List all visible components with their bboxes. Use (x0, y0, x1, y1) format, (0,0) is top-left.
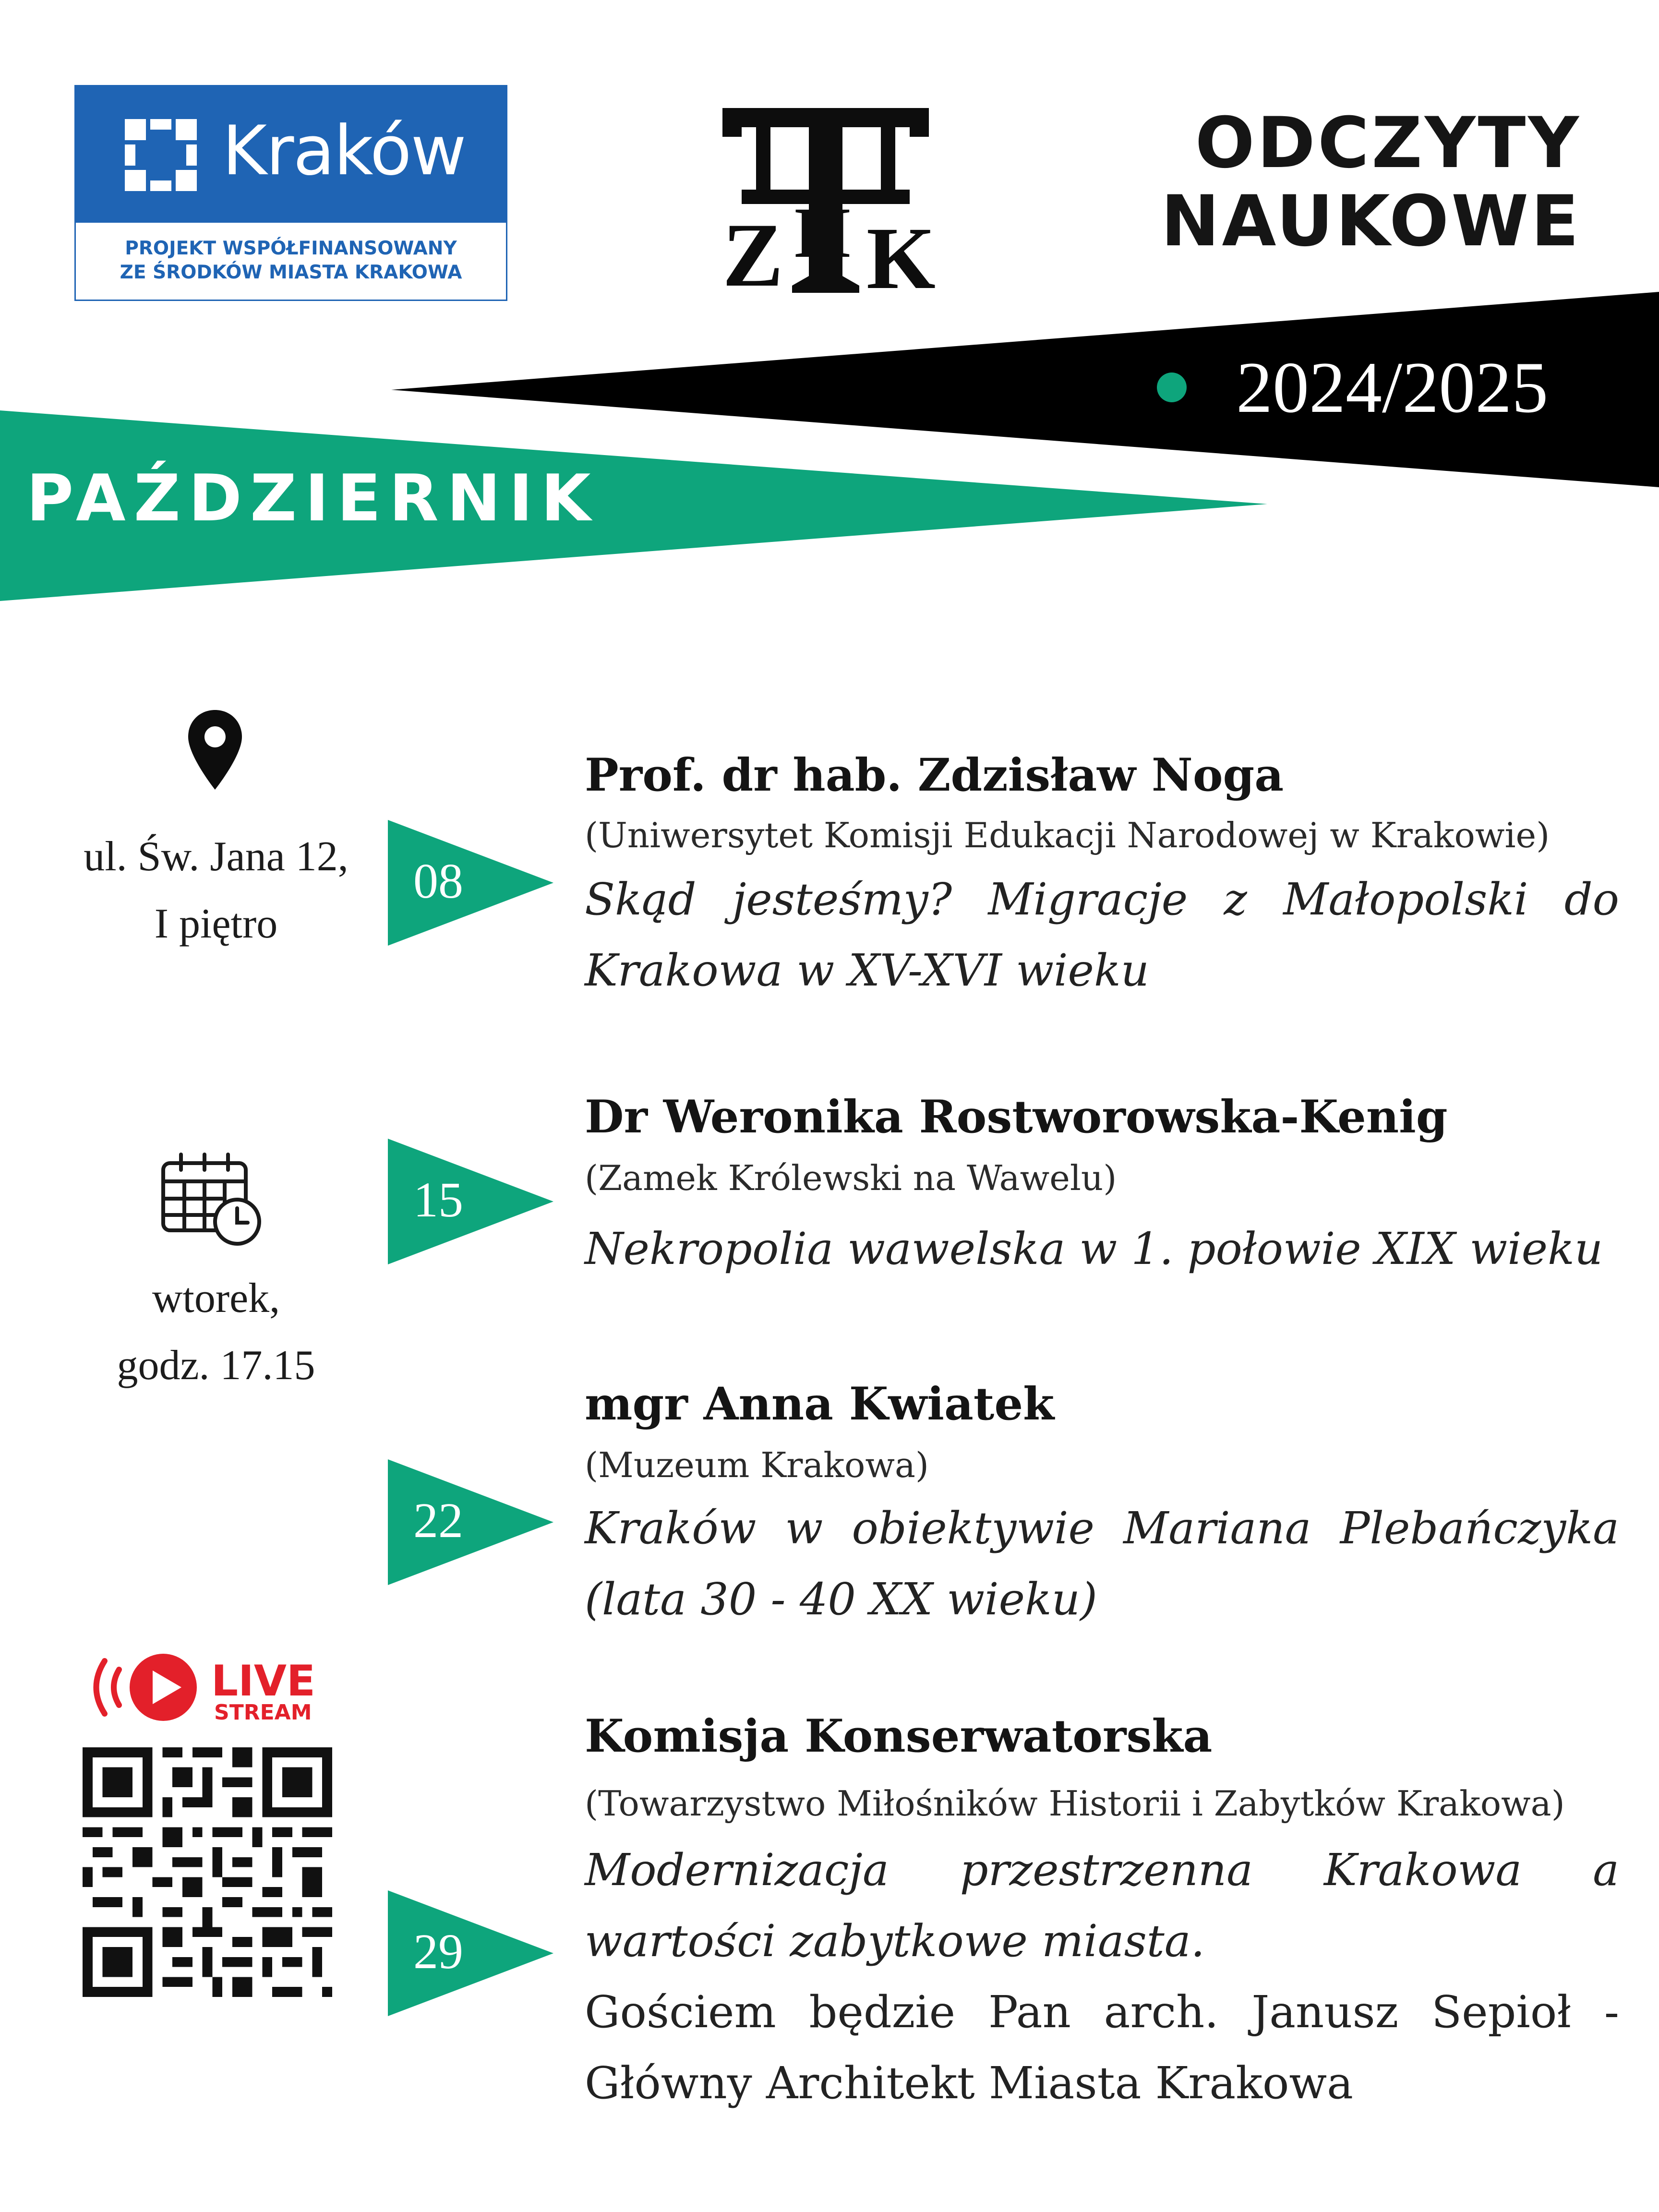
lecture-date: 29 (413, 1924, 463, 1979)
stream-label: STREAM (214, 1700, 312, 1725)
lecture-topic: Kraków w obiektywie Mariana Plebańczyka (lata 30 - 40 XX wieku) (585, 1503, 1619, 1625)
lecture-topic: Skąd jesteśmy? Migracje z Małopolski do Krakowa w XV-XVI wieku (585, 874, 1619, 996)
lecture-date: 08 (413, 854, 463, 909)
date-pennant (388, 1459, 553, 1585)
qr-code[interactable] (83, 1747, 332, 1997)
lecture-institution: (Zamek Królewski na Wawelu) (585, 1158, 1117, 1198)
month-label: PAŹDZIERNIK (26, 461, 599, 536)
svg-text:H: H (794, 193, 851, 273)
date-pennant (388, 1890, 553, 2016)
lecture-institution: (Muzeum Krakowa) (585, 1445, 929, 1485)
address-line2: I piętro (154, 901, 278, 947)
title-line1: ODCZYTY (1195, 102, 1581, 184)
lecture-speaker: mgr Anna Kwiatek (585, 1378, 1055, 1431)
live-stream-badge (85, 1647, 335, 1733)
lecture-topic: Modernizacja przestrzenna Krakowa a wartości zabytkowe miasta. (585, 1844, 1619, 1967)
title-line2: NAUKOWE (1161, 180, 1581, 262)
krakow-logo-name: Kraków (222, 111, 466, 191)
krakow-logo-note-line2: ZE ŚRODKÓW MIASTA KRAKOWA (120, 262, 462, 283)
lecture-topic: Nekropolia wawelska w 1. połowie XIX wieku (585, 1223, 1603, 1274)
lecture-speaker: Prof. dr hab. Zdzisław Noga (585, 749, 1284, 802)
lecture-date: 22 (413, 1493, 463, 1548)
svg-text:Z: Z (722, 205, 783, 300)
lecture-speaker: Dr Weronika Rostworowska-Kenig (585, 1091, 1448, 1143)
svg-text:K: K (866, 209, 936, 300)
season-dot-icon (1157, 373, 1187, 402)
date-pennant (388, 1139, 553, 1264)
address-line1: ul. Św. Jana 12, (84, 833, 349, 880)
lecture-institution: (Towarzystwo Miłośników Historii i Zabytków Krakowa) (585, 1783, 1565, 1824)
lecture-institution: (Uniwersytet Komisji Edukacji Narodowej w Krakowie) (585, 815, 1550, 855)
lecture-guest-note: Gościem będzie Pan arch. Janusz Sepioł - Główny Architekt Miasta Krakowa (585, 1986, 1619, 2109)
date-pennant (388, 820, 553, 946)
live-label: LIVE (211, 1656, 316, 1706)
lecture-speaker: Komisja Konserwatorska (585, 1710, 1213, 1763)
lecture-date: 15 (413, 1172, 463, 1227)
location-pin-icon (186, 708, 244, 792)
weekday-label: wtorek, (152, 1275, 280, 1322)
time-label: godz. 17.15 (117, 1342, 315, 1389)
season-label: 2024/2025 (1236, 347, 1549, 428)
krakow-logo-note-line1: PROJEKT WSPÓŁFINANSOWANY (125, 238, 457, 259)
calendar-clock-icon (159, 1150, 265, 1246)
